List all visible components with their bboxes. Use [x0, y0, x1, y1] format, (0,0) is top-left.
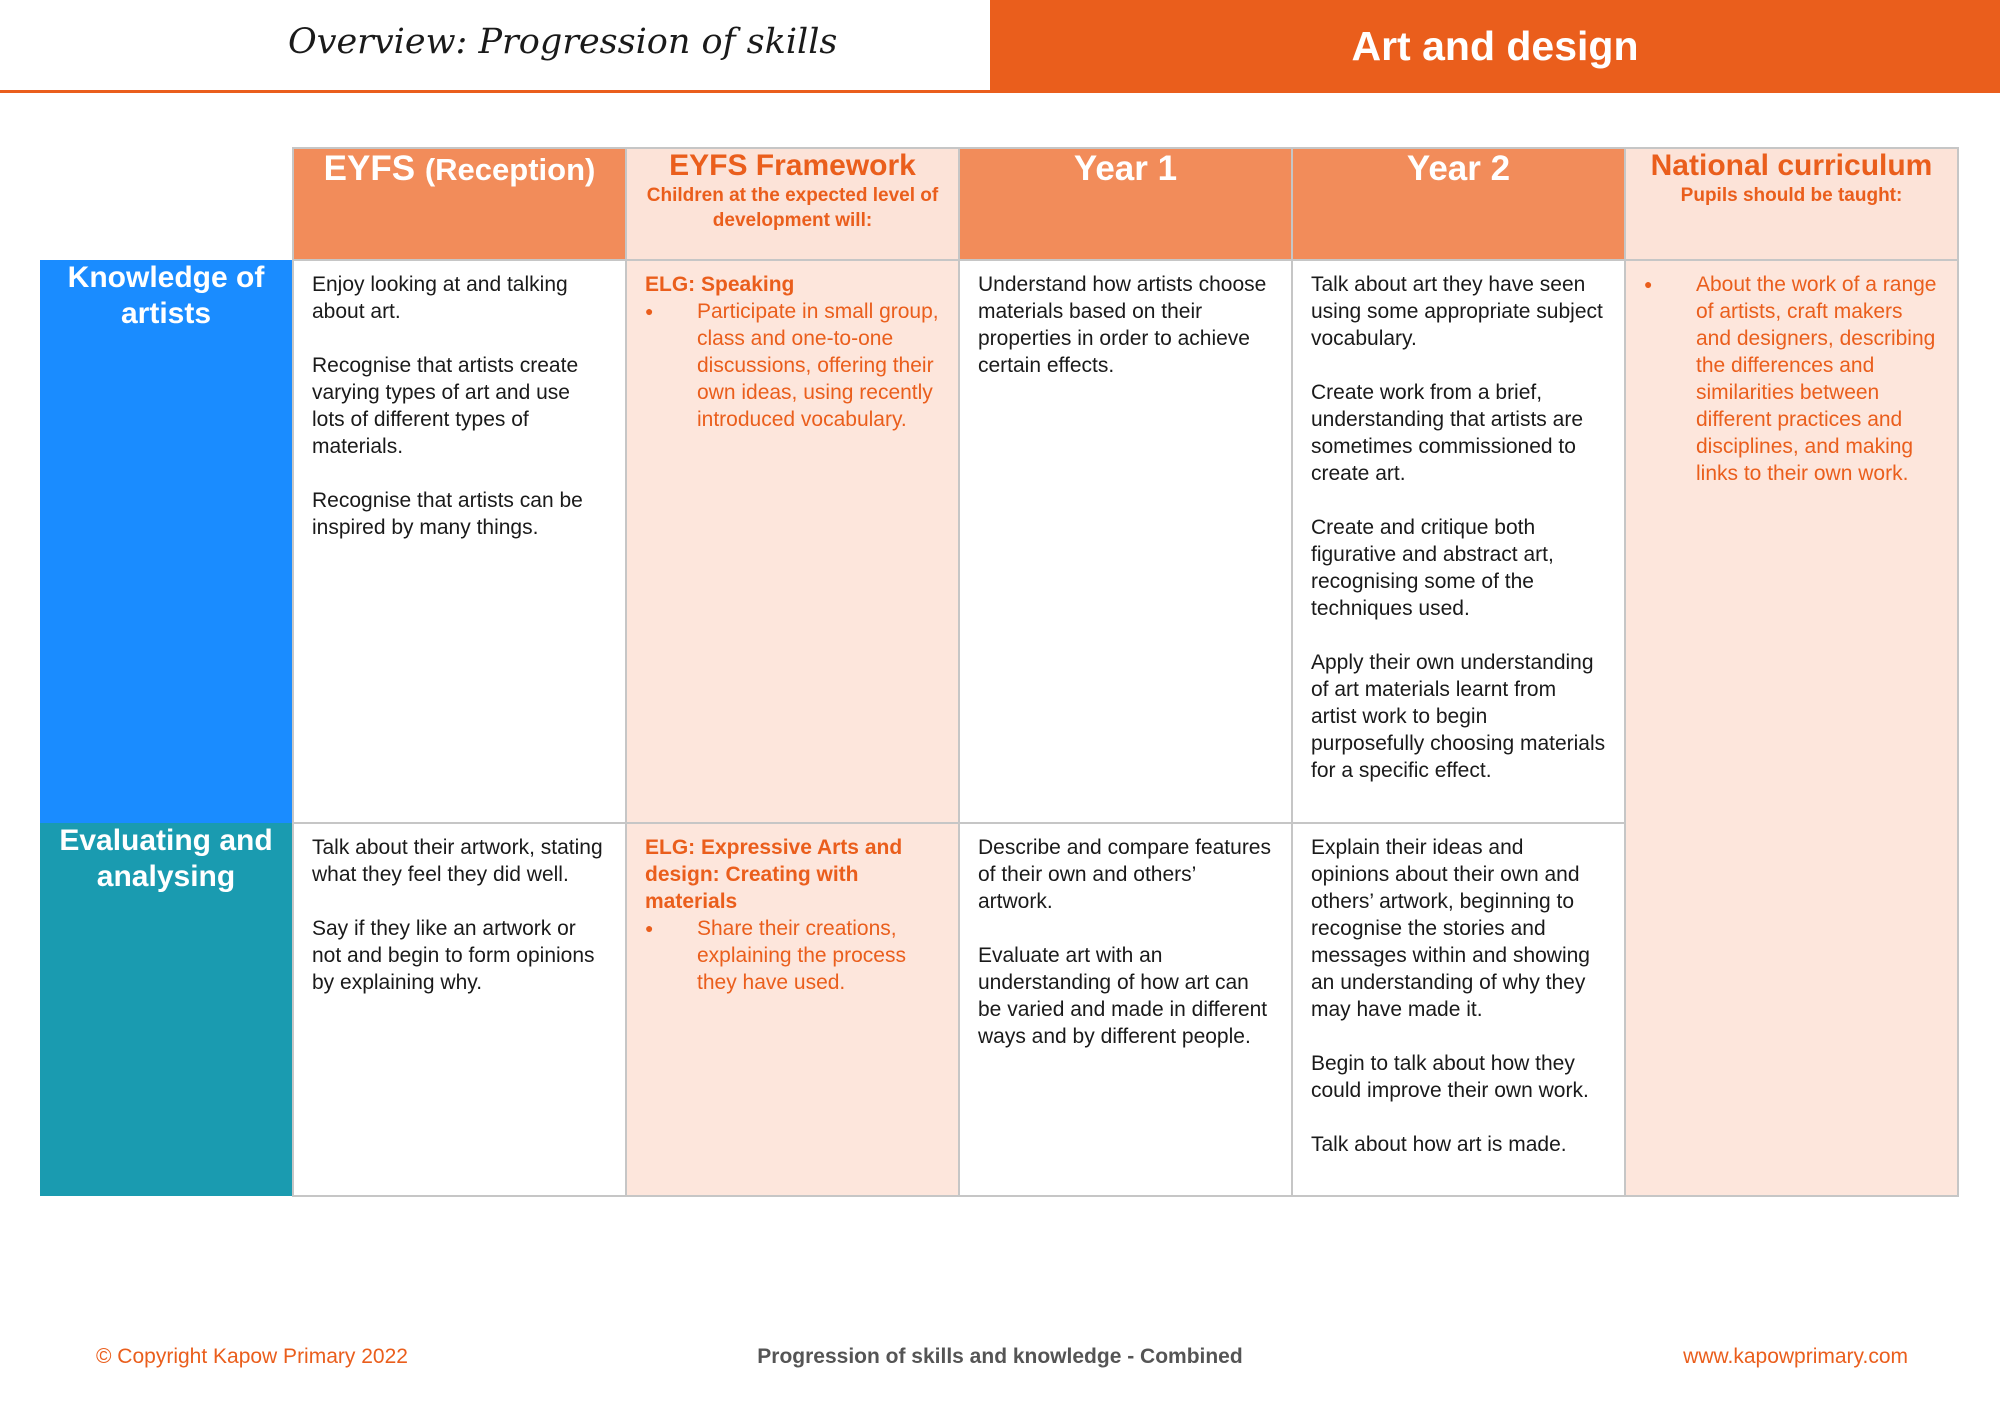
footer-center-text: Progression of skills and knowledge - Combined: [757, 1345, 1243, 1368]
knowledge-elg-bullet-text: Participate in small group, class and one-to-one discussions, offering their own ideas, using recently introduced vocabulary.: [697, 300, 939, 431]
column-header-year1: [959, 148, 1292, 260]
eyfs-header-small: (Reception): [424, 152, 596, 187]
bullet-icon: ●: [1644, 276, 1653, 292]
evaluating-year2-text: Talk about how art is made.: [1311, 1133, 1567, 1156]
page-footer: [0, 1345, 2000, 1375]
footer-website-link[interactable]: www.kapowprimary.com: [1683, 1345, 1908, 1368]
header-title-panel: [0, 0, 990, 93]
evaluating-year1-text: Evaluate art with an understanding of how art can be varied and made in different ways and by different people.: [978, 944, 1268, 1048]
national-bullet-text: About the work of a range of artists, craft makers and designers, describing the differences and similarities between different practices and disciplines, and making links to their own work.: [1696, 273, 1937, 485]
page-header: [0, 0, 2000, 93]
knowledge-elg-bullet-item: [645, 298, 940, 433]
knowledge-eyfs-text: Recognise that artists can be inspired by many things.: [312, 489, 583, 539]
knowledge-year2-text: Talk about art they have seen using some appropriate subject vocabulary.: [1311, 273, 1603, 350]
bullet-icon: ●: [645, 303, 654, 319]
column-header-framework: [626, 148, 959, 260]
evaluating-eyfs-text: Talk about their artwork, stating what they feel they did well.: [312, 836, 603, 886]
national-bullet-item: [1644, 271, 1939, 487]
evaluating-eyfs-cell: [293, 823, 626, 1196]
national-curriculum-cell: [1625, 260, 1958, 1196]
knowledge-eyfs-text: Recognise that artists create varying types of art and use lots of different types of materials.: [312, 354, 579, 458]
column-header-year2: [1292, 148, 1625, 260]
knowledge-eyfs-text: Enjoy looking at and talking about art.: [312, 273, 568, 323]
knowledge-year1-text: Understand how artists choose materials based on their properties in order to achieve certain effects.: [978, 273, 1267, 377]
evaluating-eyfs-text: Say if they like an artwork or not and begin to form opinions by explaining why.: [312, 917, 595, 994]
progression-table: [40, 147, 1959, 1197]
evaluating-year1-text: Describe and compare features of their own and others’ artwork.: [978, 836, 1271, 913]
knowledge-year2-text: Apply their own understanding of art materials learnt from artist work to begin purposefully choosing materials for a specific effect.: [1311, 651, 1606, 782]
knowledge-year2-text: Create and critique both figurative and abstract art, recognising some of the techniques used.: [1311, 516, 1554, 620]
knowledge-year1-cell: [959, 260, 1292, 823]
national-header-main: National curriculum: [1650, 149, 1933, 182]
row-label-knowledge: Knowledge of artists: [40, 260, 293, 823]
knowledge-year2-cell: [1292, 260, 1625, 823]
knowledge-elg-title: ELG: Speaking: [645, 273, 795, 296]
row-label-evaluating: Evaluating and analysing: [40, 823, 293, 1196]
row-knowledge-of-artists: [40, 260, 1958, 823]
header-row: [40, 148, 1958, 260]
evaluating-year2-cell: [1292, 823, 1625, 1196]
year1-header: Year 1: [1073, 149, 1178, 188]
column-header-eyfs: [293, 148, 626, 260]
eyfs-header-main: EYFS: [323, 149, 416, 188]
evaluating-elg-bullet-text: Share their creations, explaining the process they have used.: [697, 917, 906, 994]
corner-cell: [40, 148, 293, 260]
column-header-national: [1625, 148, 1958, 260]
bullet-icon: ●: [645, 920, 654, 936]
evaluating-year2-text: Begin to talk about how they could improve their own work.: [1311, 1052, 1589, 1102]
subject-title: Art and design: [1351, 23, 1639, 69]
header-subject-panel: [990, 0, 2000, 93]
knowledge-year2-text: Create work from a brief, understanding that artists are sometimes commissioned to create art.: [1311, 381, 1583, 485]
knowledge-framework-cell: [626, 260, 959, 823]
evaluating-year1-cell: [959, 823, 1292, 1196]
evaluating-elg-bullet-item: [645, 915, 940, 996]
framework-header-main: EYFS Framework: [669, 149, 916, 182]
footer-copyright: © Copyright Kapow Primary 2022: [96, 1345, 408, 1368]
evaluating-year2-text: Explain their ideas and opinions about their own and others’ artwork, beginning to recognise the stories and messages within and showing an understanding of why they may have made it.: [1311, 836, 1590, 1021]
year2-header: Year 2: [1406, 149, 1511, 188]
evaluating-framework-cell: [626, 823, 959, 1196]
page-title: Overview: Progression of skills: [288, 22, 838, 62]
national-header-sub: Pupils should be taught:: [1680, 185, 1903, 206]
evaluating-elg-title: ELG: Expressive Arts and design: Creating with materials: [645, 836, 903, 913]
knowledge-eyfs-cell: [293, 260, 626, 823]
framework-header-sub: Children at the expected level of development will:: [646, 185, 939, 231]
